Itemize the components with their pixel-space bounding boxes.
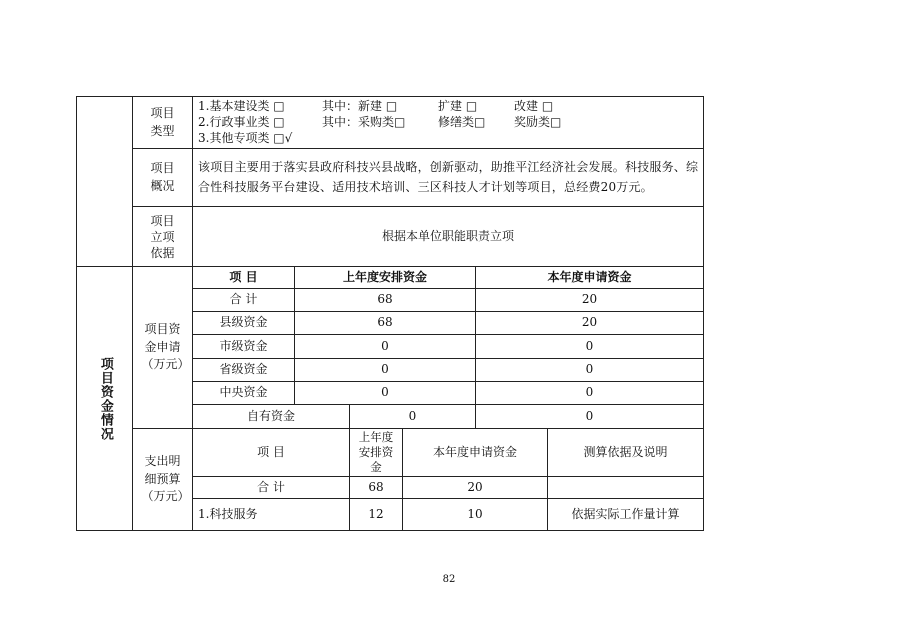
funds-section-label-text: 项目资金情况 — [97, 356, 113, 441]
fund-row-this-year: 0 — [585, 338, 594, 353]
fund-row-label: 省级资金 — [219, 362, 268, 377]
option-expansion[interactable]: 扩建 □ — [438, 99, 478, 113]
project-type-row-2 — [198, 114, 698, 130]
option-repair[interactable]: 修缮类□ — [438, 115, 486, 129]
budget-header-last-year-text: 上年度安排资金 — [358, 430, 394, 474]
funds-section-label — [77, 267, 132, 530]
basis-label — [133, 207, 192, 266]
budget-header-last-year — [350, 429, 402, 476]
basis-text: 根据本单位职能职责立项 — [381, 228, 514, 243]
fund-row-label: 中央资金 — [219, 385, 268, 400]
basis-label-text: 项目立项依据 — [150, 213, 175, 260]
fund-row-last-year: 0 — [381, 385, 389, 400]
fund-row-last-year: 0 — [381, 338, 389, 353]
budget-row-label: 合 计 — [257, 479, 285, 494]
project-type-options — [198, 98, 698, 148]
fund-row-this-year: 0 — [585, 362, 594, 377]
option-basic-construction[interactable]: 1.基本建设类 □ — [198, 99, 285, 113]
fund-row-label: 合 计 — [229, 292, 258, 307]
budget-header-basis: 测算依据及说明 — [583, 444, 668, 459]
fund-row-last-year: 0 — [381, 362, 389, 377]
fund-header-item: 项 目 — [229, 269, 258, 284]
fund-row-label: 自有资金 — [246, 408, 295, 423]
fund-row-last-year: 0 — [408, 408, 417, 423]
option-administrative[interactable]: 2.行政事业类 □ — [198, 115, 285, 129]
budget-row-this-year: 10 — [467, 506, 483, 521]
budget-row-last-year: 68 — [368, 479, 384, 494]
budget-detail-label-text: 支出明细预算（万元） — [141, 454, 190, 504]
fund-row-label: 县级资金 — [219, 315, 268, 330]
fund-row-label: 市级资金 — [219, 338, 268, 353]
project-type-label — [133, 97, 192, 148]
option-other-special[interactable]: 3.其他专项类 □√ — [198, 131, 293, 145]
fund-header-this-year: 本年度申请资金 — [547, 269, 632, 284]
fund-row-last-year: 68 — [377, 292, 393, 307]
option-new-build[interactable]: 其中：新建 □ — [322, 99, 398, 113]
fund-row-this-year: 0 — [585, 408, 594, 423]
project-type-row-3 — [198, 130, 698, 146]
budget-header-item: 项 目 — [257, 444, 285, 459]
page-number: 82 — [442, 574, 456, 585]
option-reward[interactable]: 奖励类□ — [514, 115, 562, 129]
fund-row-this-year: 20 — [581, 292, 598, 307]
fund-row-this-year: 0 — [585, 385, 594, 400]
overview-text: 该项目主要用于落实县政府科技兴县战略，创新驱动，助推平江经济社会发展。科技服务、综合性科技服务平台建设、适用技术培训、三区科技人才计划等项目，总经费20万元。 — [198, 160, 699, 194]
budget-row-label: 1.科技服务 — [198, 506, 258, 521]
fund-row-this-year: 20 — [581, 315, 598, 330]
project-type-label-text: 项目类型 — [150, 106, 175, 138]
budget-row-last-year: 12 — [368, 506, 384, 521]
fund-header-last-year: 上年度安排资金 — [342, 269, 427, 284]
fund-row-last-year: 68 — [377, 315, 393, 330]
overview-label — [133, 149, 192, 206]
project-type-row-1 — [198, 98, 698, 114]
budget-header-this-year: 本年度申请资金 — [432, 444, 517, 459]
overview-label-text: 项目概况 — [150, 161, 175, 193]
option-renovation[interactable]: 改建 □ — [514, 99, 554, 113]
budget-row-basis: 依据实际工作量计算 — [571, 506, 680, 521]
fund-application-label — [133, 267, 192, 428]
budget-row-this-year: 20 — [467, 479, 483, 494]
fund-application-label-text: 项目资金申请（万元） — [141, 322, 190, 372]
budget-detail-label — [133, 429, 192, 530]
budget-row-basis — [548, 477, 703, 498]
option-procurement[interactable]: 其中：采购类□ — [322, 115, 406, 129]
